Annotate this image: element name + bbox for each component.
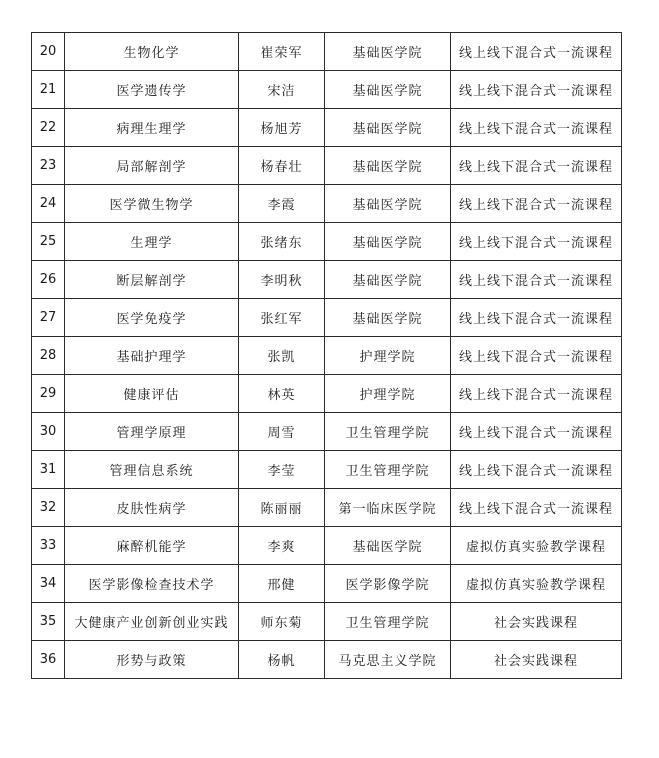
- course-name: 生理学: [65, 223, 239, 261]
- row-number: 36: [32, 641, 65, 679]
- table-row: [32, 147, 622, 185]
- course-name: 断层解剖学: [65, 261, 239, 299]
- course-category: 线上线下混合式一流课程: [451, 33, 622, 71]
- row-number: 24: [32, 185, 65, 223]
- college-name: 基础医学院: [325, 71, 451, 109]
- college-name: 基础医学院: [325, 223, 451, 261]
- table-row: [32, 337, 622, 375]
- row-number: 34: [32, 565, 65, 603]
- course-leader: 宋洁: [239, 71, 325, 109]
- course-category: 线上线下混合式一流课程: [451, 337, 622, 375]
- row-number: 22: [32, 109, 65, 147]
- course-category: 线上线下混合式一流课程: [451, 489, 622, 527]
- row-number: 23: [32, 147, 65, 185]
- table-row: [32, 109, 622, 147]
- college-name: 基础医学院: [325, 185, 451, 223]
- row-number: 31: [32, 451, 65, 489]
- course-name: 生物化学: [65, 33, 239, 71]
- row-number: 20: [32, 33, 65, 71]
- course-name: 大健康产业创新创业实践: [65, 603, 239, 641]
- course-category: 线上线下混合式一流课程: [451, 147, 622, 185]
- table-row: [32, 413, 622, 451]
- college-name: 基础医学院: [325, 527, 451, 565]
- college-name: 第一临床医学院: [325, 489, 451, 527]
- table-row: [32, 375, 622, 413]
- course-leader: 张红军: [239, 299, 325, 337]
- course-leader: 杨旭芳: [239, 109, 325, 147]
- course-name: 管理学原理: [65, 413, 239, 451]
- table-row: [32, 223, 622, 261]
- course-category: 线上线下混合式一流课程: [451, 109, 622, 147]
- course-name: 管理信息系统: [65, 451, 239, 489]
- course-name: 医学微生物学: [65, 185, 239, 223]
- table-row: [32, 527, 622, 565]
- row-number: 26: [32, 261, 65, 299]
- row-number: 27: [32, 299, 65, 337]
- college-name: 基础医学院: [325, 109, 451, 147]
- table-row: [32, 261, 622, 299]
- course-category: 社会实践课程: [451, 603, 622, 641]
- table-row: [32, 603, 622, 641]
- course-table: [31, 32, 622, 679]
- course-name: 基础护理学: [65, 337, 239, 375]
- college-name: 护理学院: [325, 337, 451, 375]
- row-number: 35: [32, 603, 65, 641]
- course-leader: 邢健: [239, 565, 325, 603]
- row-number: 21: [32, 71, 65, 109]
- course-table-body: [32, 33, 622, 679]
- table-row: [32, 451, 622, 489]
- course-category: 线上线下混合式一流课程: [451, 261, 622, 299]
- course-name: 麻醉机能学: [65, 527, 239, 565]
- row-number: 25: [32, 223, 65, 261]
- course-leader: 张凯: [239, 337, 325, 375]
- college-name: 基础医学院: [325, 261, 451, 299]
- course-name: 医学影像检查技术学: [65, 565, 239, 603]
- table-row: [32, 33, 622, 71]
- course-leader: 张绪东: [239, 223, 325, 261]
- course-leader: 李明秋: [239, 261, 325, 299]
- course-name: 局部解剖学: [65, 147, 239, 185]
- course-category: 线上线下混合式一流课程: [451, 223, 622, 261]
- course-category: 线上线下混合式一流课程: [451, 71, 622, 109]
- course-category: 社会实践课程: [451, 641, 622, 679]
- row-number: 32: [32, 489, 65, 527]
- course-name: 医学遗传学: [65, 71, 239, 109]
- course-leader: 李霞: [239, 185, 325, 223]
- table-row: [32, 565, 622, 603]
- course-leader: 杨帆: [239, 641, 325, 679]
- college-name: 护理学院: [325, 375, 451, 413]
- table-row: [32, 185, 622, 223]
- course-leader: 林英: [239, 375, 325, 413]
- course-name: 健康评估: [65, 375, 239, 413]
- row-number: 30: [32, 413, 65, 451]
- table-row: [32, 489, 622, 527]
- course-leader: 周雪: [239, 413, 325, 451]
- course-category: 线上线下混合式一流课程: [451, 185, 622, 223]
- course-leader: 李莹: [239, 451, 325, 489]
- college-name: 卫生管理学院: [325, 451, 451, 489]
- course-name: 医学免疫学: [65, 299, 239, 337]
- course-leader: 李爽: [239, 527, 325, 565]
- course-leader: 崔荣军: [239, 33, 325, 71]
- college-name: 基础医学院: [325, 147, 451, 185]
- row-number: 28: [32, 337, 65, 375]
- course-name: 形势与政策: [65, 641, 239, 679]
- college-name: 卫生管理学院: [325, 603, 451, 641]
- course-category: 虚拟仿真实验教学课程: [451, 565, 622, 603]
- row-number: 33: [32, 527, 65, 565]
- course-category: 线上线下混合式一流课程: [451, 299, 622, 337]
- course-leader: 师东菊: [239, 603, 325, 641]
- table-row: [32, 641, 622, 679]
- row-number: 29: [32, 375, 65, 413]
- college-name: 医学影像学院: [325, 565, 451, 603]
- course-category: 线上线下混合式一流课程: [451, 451, 622, 489]
- course-category: 线上线下混合式一流课程: [451, 413, 622, 451]
- table-row: [32, 71, 622, 109]
- college-name: 马克思主义学院: [325, 641, 451, 679]
- course-category: 线上线下混合式一流课程: [451, 375, 622, 413]
- course-leader: 杨春壮: [239, 147, 325, 185]
- college-name: 基础医学院: [325, 33, 451, 71]
- college-name: 基础医学院: [325, 299, 451, 337]
- course-name: 皮肤性病学: [65, 489, 239, 527]
- college-name: 卫生管理学院: [325, 413, 451, 451]
- table-row: [32, 299, 622, 337]
- course-category: 虚拟仿真实验教学课程: [451, 527, 622, 565]
- course-name: 病理生理学: [65, 109, 239, 147]
- course-leader: 陈丽丽: [239, 489, 325, 527]
